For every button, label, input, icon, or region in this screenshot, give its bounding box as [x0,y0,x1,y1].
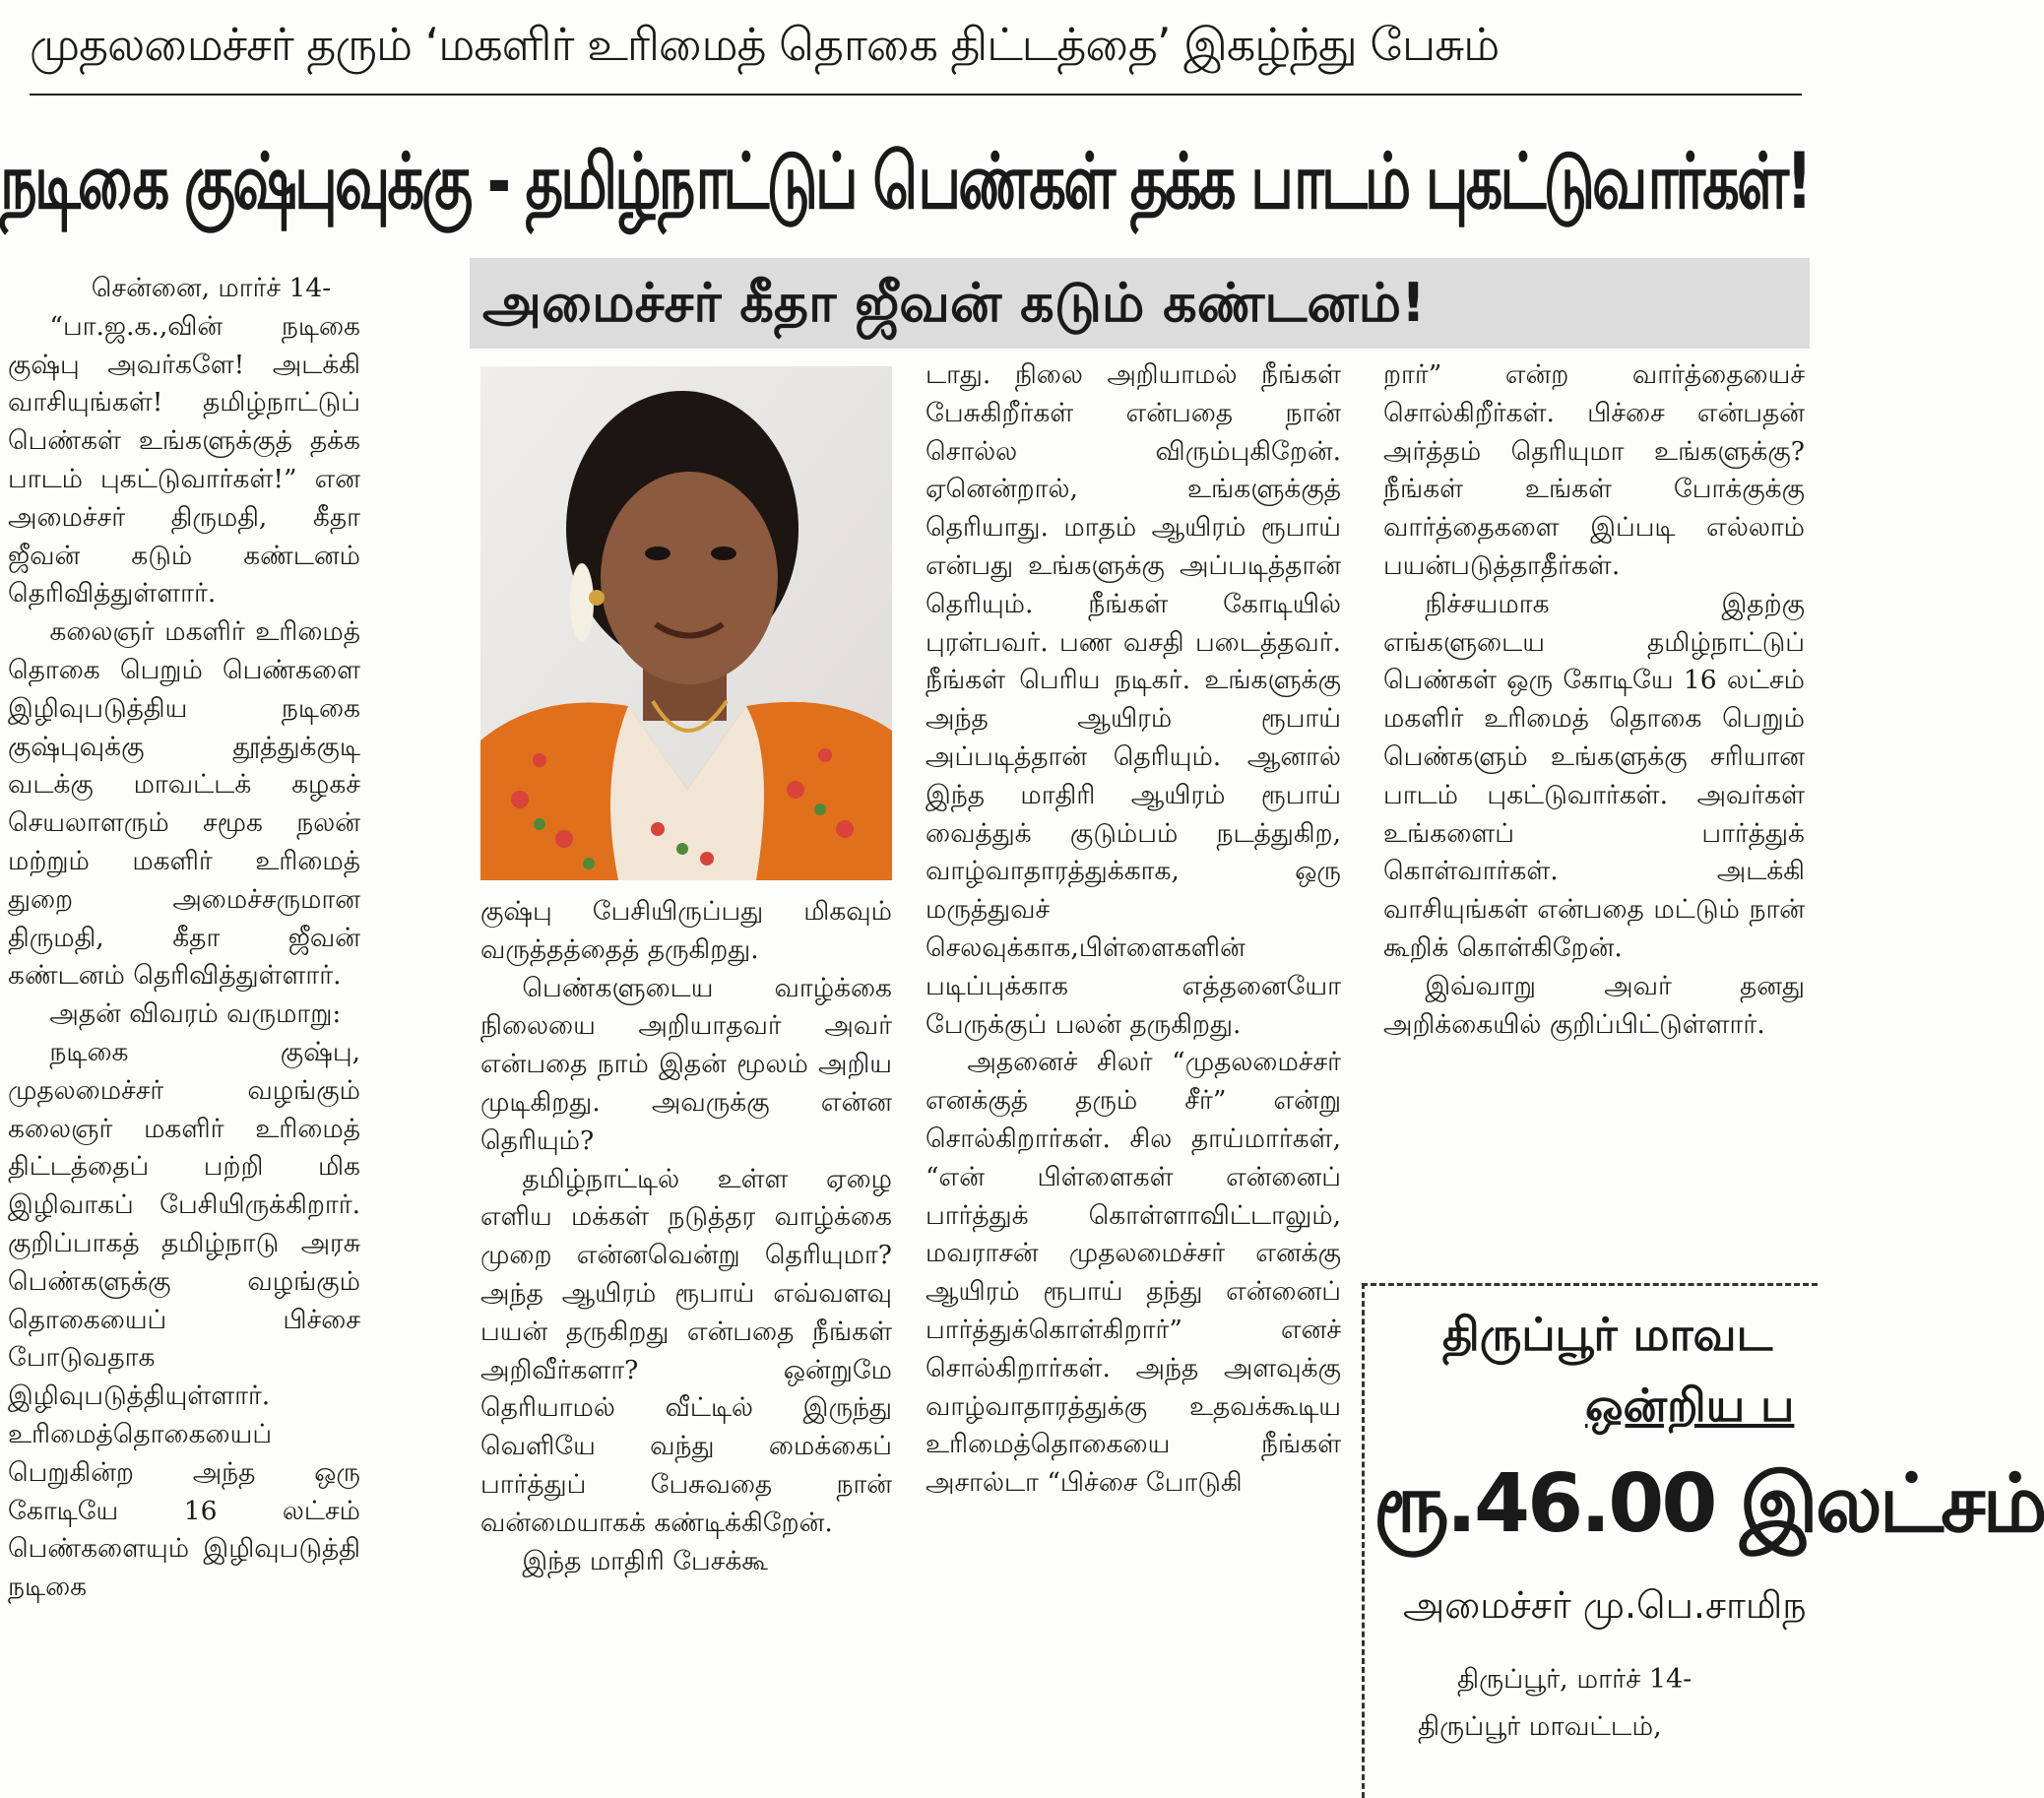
headline-rule [30,94,1802,96]
sidebar-story-byline: அமைச்சர் மு.பெ.சாமிந [1403,1583,1807,1627]
minister-photo [480,366,892,880]
paragraph: அதன் விவரம் வருமாறு: [49,998,342,1030]
main-headline: நடிகை குஷ்புவுக்கு - தமிழ்நாட்டுப் பெண்கள் தக்க பாடம் புகட்டுவார்கள்! [0,138,1810,226]
paragraph: குஷ்பு பேசியிருப்பது மிகவும் வருத்தத்தைத் தருகிறது. [480,896,892,965]
kicker-headline: முதலமைச்சர் தரும் ‘மகளிர் உரிமைத் தொகை திட்டத்தை’ இகழ்ந்து பேசும் [30,18,1500,71]
paragraph: நடிகை குஷ்பு, முதலமைச்சர் வழங்கும் கலைஞர் மகளிர் உரிமைத் திட்டத்தைப் பற்றி மிக இழிவாகப் பேசியிருக்கிறார். குறிப்பாகத் தமிழ்நாடு அரசு பெண்களுக்கு வழங்கும் தொகையைப் பிச்சை போடுவதாக இழிவுபடுத்தியுள்ளார். உரிமைத்தொகையைப் பெறுகின்ற அந்த ஒரு கோடியே 16 லட்சம் பெண்களையும் இழிவுபடுத்தி நடிகை [8,1036,360,1603]
paragraph: தமிழ்நாட்டில் உள்ள ஏழை எளிய மக்கள் நடுத்தர வாழ்க்கை முறை என்னவென்று தெரியுமா? அந்த ஆயிரம் ரூபாய் எவ்வளவு பயன் தருகிறது என்பதை நீங்கள் அறிவீர்களா? ஒன்றுமே தெரியாமல் வீட்டில் இருந்து வெளியே வந்து மைக்கைப் பார்த்துப் பேசுவதை நான் வன்மையாகக் கண்டிக்கிறேன். [480,1163,892,1538]
paragraph: றார்” என்ற வார்த்தையைச் சொல்கிறீர்கள். பிச்சை என்பதன் அர்த்தம் தெரியுமா உங்களுக்கு? நீங்கள் உங்கள் போக்குக்கு வார்த்தைகளை இப்படி எல்லாம் பயன்படுத்தாதீர்கள். [1383,359,1805,581]
dateline: சென்னை, மார்ச் 14- [91,273,332,303]
paragraph: நிச்சயமாக இதற்கு எங்களுடைய தமிழ்நாட்டுப் பெண்கள் ஒரு கோடியே 16 லட்சம் மகளிர் உரிமைத் தொகை பெறும் பெண்களும் உங்களுக்கு சரியான பாடம் புகட்டுவார்கள். அவர்கள் உங்களைப் பார்த்துக் கொள்வார்கள். அடக்கி வாசியுங்கள் என்பதை மட்டும் நான் கூறிக் கொள்கிறேன். [1383,588,1805,963]
paragraph: பெண்களுடைய வாழ்க்கை நிலையை அறியாதவர் அவர் என்பதை நாம் இதன் மூலம் அறிய முடிகிறது. அவருக்கு என்ன தெரியும்? [480,972,892,1156]
sidebar-story-text: திருப்பூர் மாவட்டம், [1418,1711,1662,1742]
sidebar-story-subtitle: ஒன்றிய ப [1585,1379,1795,1432]
paragraph: அதனைச் சிலர் “முதலமைச்சர் எனக்குத் தரும் சீர்” என்று சொல்கிறார்கள். சில தாய்மார்கள், “என் பிள்ளைகள் என்னைப் பார்த்துக் கொள்ளாவிட்டாலும், மவராசன் முதலமைச்சர் எனக்கு ஆயிரம் ரூபாய் தந்து என்னைப் பார்த்துக்கொள்கிறார்” எனச் சொல்கிறார்கள். அந்த அளவுக்கு வாழ்வாதாரத்துக்கு உதவக்கூடிய உரிமைத்தொகையை நீங்கள் அசால்டா “பிச்சை போடுகி [926,1047,1341,1499]
article-column-2 [480,893,892,1787]
paragraph: இவ்வாறு அவர் தனது அறிக்கையில் குறிப்பிட்டுள்ளார். [1383,970,1805,1040]
article-column-3 [926,356,1341,1786]
portrait-image [480,366,892,880]
article-column-1 [8,270,360,1786]
subheadline: அமைச்சர் கீதா ஜீவன் கடும் கண்டனம்! [482,272,1426,334]
article-column-4 [1383,356,1805,1223]
paragraph: இந்த மாதிரி பேசக்கூ [522,1545,768,1576]
paragraph: கலைஞர் மகளிர் உரிமைத் தொகை பெறும் பெண்களை இழிவுபடுத்திய நடிகை குஷ்புவுக்கு தூத்துக்குடி வடக்கு மாவட்டக் கழகச் செயலாளரும் சமூக நலன் மற்றும் மகளிர் உரிமைத் துறை அமைச்சருமான திருமதி, கீதா ஜீவன் கண்டனம் தெரிவித்துள்ளார். [8,616,360,992]
paragraph: டாது. நிலை அறியாமல் நீங்கள் பேசுகிறீர்கள் என்பதை நான் சொல்ல விரும்புகிறேன். ஏனென்றால், உங்களுக்குத் தெரியாது. மாதம் ஆயிரம் ரூபாய் என்பது உங்களுக்கு அப்படித்தான் தெரியும். நீங்கள் கோடியில் புரள்பவர். பண வசதி படைத்தவர். நீங்கள் பெரிய நடிகர். உங்களுக்கு அந்த ஆயிரம் ரூபாய் அப்படித்தான் தெரியும். ஆனால் இந்த மாதிரி ஆயிரம் ரூபாய் வைத்துக் குடும்பம் நடத்துகிற, வாழ்வாதாரத்துக்காக, ஒரு மருத்துவச் செலவுக்காக,பிள்ளைகளின் படிப்புக்காக எத்தனையோ பேருக்குப் பலன் தருகிறது. [926,359,1341,1040]
sidebar-story-amount: ரூ.46.00 இலட்சம் [1373,1457,2044,1551]
paragraph: “பா.ஜ.க.,வின் நடிகை குஷ்பு அவர்களே! அடக்கி வாசியுங்கள்! தமிழ்நாட்டுப் பெண்கள் உங்களுக்குத் தக்க பாடம் புகட்டுவார்கள்!” என அமைச்சர் திருமதி, கீதா ஜீவன் கடும் கண்டனம் தெரிவித்துள்ளார். [8,310,360,610]
sidebar-story-title: திருப்பூர் மாவட [1442,1308,1773,1361]
sidebar-story-dateline: திருப்பூர், மார்ச் 14- [1457,1664,1693,1695]
